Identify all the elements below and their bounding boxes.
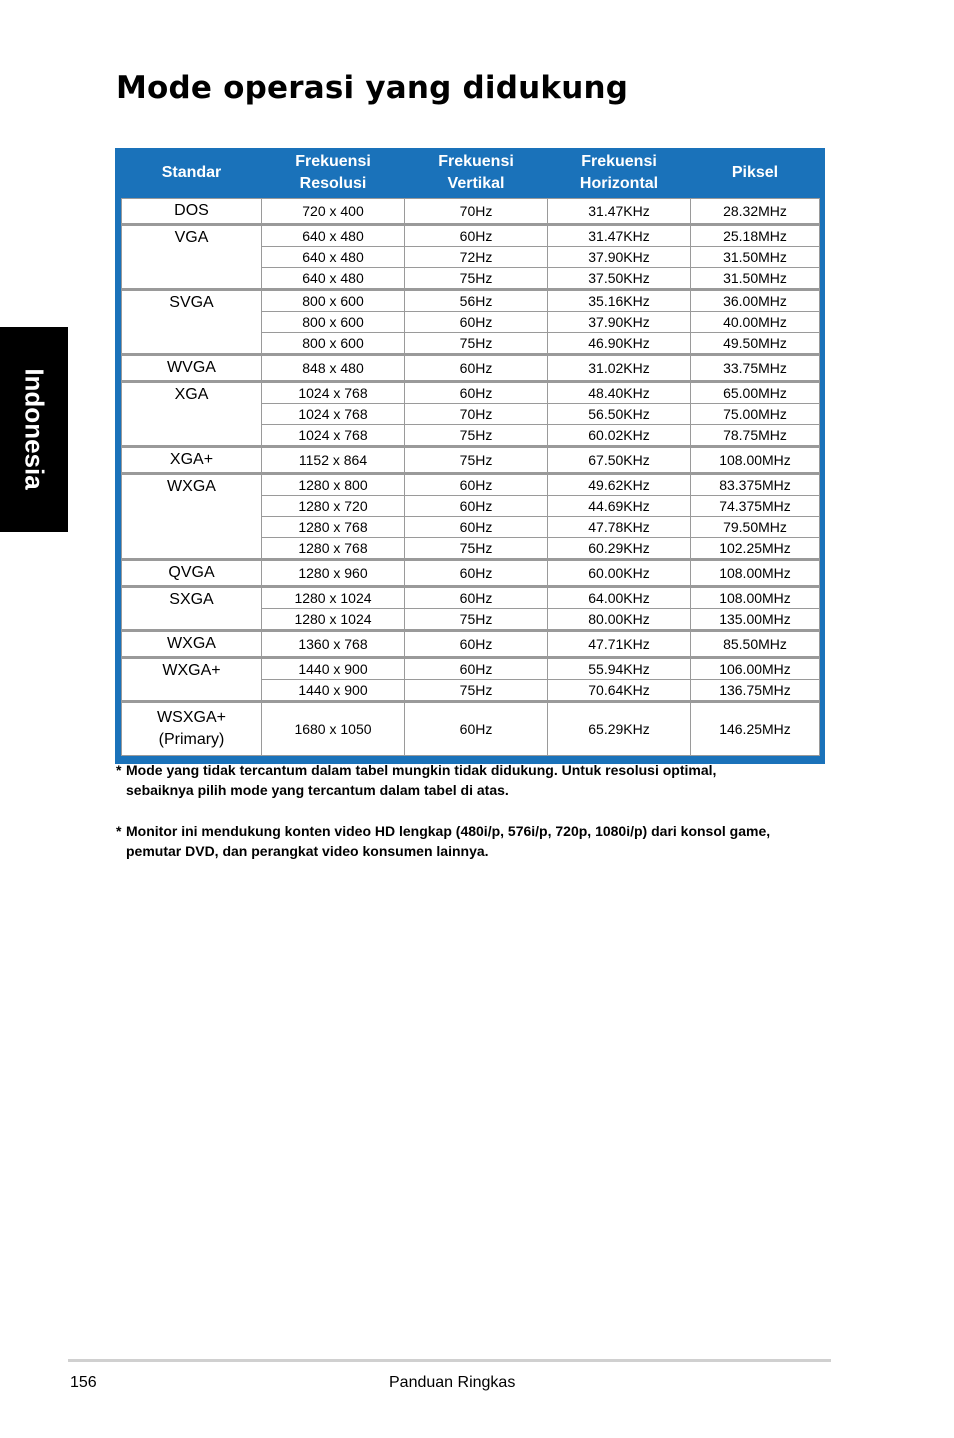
cell-horizontal-frequency: 64.00KHz bbox=[548, 587, 691, 609]
cell-resolution: 1280 x 800 bbox=[262, 474, 405, 496]
cell-vertical-frequency: 75Hz bbox=[405, 268, 548, 290]
cell-resolution: 1280 x 768 bbox=[262, 517, 405, 538]
standard-line: WXGA+ bbox=[162, 662, 221, 679]
cell-horizontal-frequency: 60.29KHz bbox=[548, 538, 691, 560]
side-tab-label: Indonesia bbox=[19, 368, 50, 490]
cell-horizontal-frequency: 44.69KHz bbox=[548, 496, 691, 517]
cell-resolution: 1280 x 960 bbox=[262, 560, 405, 587]
cell-horizontal-frequency: 31.47KHz bbox=[548, 225, 691, 247]
cell-pixel-clock: 108.00MHz bbox=[691, 587, 820, 609]
cell-standard bbox=[122, 702, 262, 756]
cell-standard bbox=[122, 587, 262, 631]
header-line: Standar bbox=[161, 164, 222, 181]
standard-line: WXGA bbox=[167, 635, 216, 652]
cell-vertical-frequency: 60Hz bbox=[405, 496, 548, 517]
standard-line: WSXGA+ bbox=[157, 709, 226, 726]
standard-line: WVGA bbox=[167, 359, 216, 376]
cell-horizontal-frequency: 46.90KHz bbox=[548, 333, 691, 355]
cell-vertical-frequency: 60Hz bbox=[405, 474, 548, 496]
cell-resolution: 1280 x 720 bbox=[262, 496, 405, 517]
cell-horizontal-frequency: 60.02KHz bbox=[548, 425, 691, 447]
cell-vertical-frequency: 56Hz bbox=[405, 290, 548, 312]
standard-line: VGA bbox=[174, 229, 209, 246]
cell-horizontal-frequency: 48.40KHz bbox=[548, 382, 691, 404]
cell-pixel-clock: 28.32MHz bbox=[691, 199, 820, 225]
cell-pixel-clock: 65.00MHz bbox=[691, 382, 820, 404]
cell-resolution: 1440 x 900 bbox=[262, 680, 405, 702]
cell-standard bbox=[122, 290, 262, 355]
cell-standard bbox=[122, 560, 262, 587]
cell-resolution: 800 x 600 bbox=[262, 312, 405, 333]
cell-pixel-clock: 25.18MHz bbox=[691, 225, 820, 247]
footnote-line: sebaiknya pilih mode yang tercantum dalam tabel di atas. bbox=[126, 782, 509, 798]
header-frekuensi-resolusi bbox=[262, 148, 405, 199]
page-title: Mode operasi yang didukung bbox=[116, 70, 629, 106]
cell-standard bbox=[122, 225, 262, 290]
table-row bbox=[122, 587, 820, 609]
footnote-marker: * bbox=[116, 823, 122, 839]
cell-pixel-clock: 40.00MHz bbox=[691, 312, 820, 333]
header-piksel bbox=[691, 148, 820, 199]
table-row bbox=[122, 474, 820, 496]
cell-vertical-frequency: 70Hz bbox=[405, 404, 548, 425]
cell-resolution: 800 x 600 bbox=[262, 333, 405, 355]
cell-horizontal-frequency: 35.16KHz bbox=[548, 290, 691, 312]
cell-standard bbox=[122, 658, 262, 702]
cell-resolution: 640 x 480 bbox=[262, 247, 405, 268]
table-row bbox=[122, 382, 820, 404]
footnote-line: Mode yang tidak tercantum dalam tabel mungkin tidak didukung. Untuk resolusi optimal, bbox=[126, 762, 717, 778]
cell-pixel-clock: 75.00MHz bbox=[691, 404, 820, 425]
cell-horizontal-frequency: 31.02KHz bbox=[548, 355, 691, 382]
cell-pixel-clock: 106.00MHz bbox=[691, 658, 820, 680]
cell-vertical-frequency: 60Hz bbox=[405, 631, 548, 658]
cell-vertical-frequency: 60Hz bbox=[405, 702, 548, 756]
cell-vertical-frequency: 75Hz bbox=[405, 609, 548, 631]
header-line: Frekuensi bbox=[581, 153, 657, 170]
cell-resolution: 1680 x 1050 bbox=[262, 702, 405, 756]
cell-standard bbox=[122, 355, 262, 382]
cell-vertical-frequency: 60Hz bbox=[405, 312, 548, 333]
document-name: Panduan Ringkas bbox=[389, 1374, 516, 1391]
cell-standard bbox=[122, 199, 262, 225]
cell-horizontal-frequency: 31.47KHz bbox=[548, 199, 691, 225]
cell-vertical-frequency: 60Hz bbox=[405, 658, 548, 680]
page-number: 156 bbox=[70, 1374, 97, 1391]
cell-horizontal-frequency: 60.00KHz bbox=[548, 560, 691, 587]
cell-pixel-clock: 135.00MHz bbox=[691, 609, 820, 631]
standard-line: XGA+ bbox=[169, 451, 214, 468]
standard-line: DOS bbox=[174, 202, 209, 219]
table-body bbox=[122, 199, 820, 756]
cell-vertical-frequency: 70Hz bbox=[405, 199, 548, 225]
footnote bbox=[116, 821, 846, 861]
cell-resolution: 1280 x 768 bbox=[262, 538, 405, 560]
cell-resolution: 1152 x 864 bbox=[262, 447, 405, 474]
cell-horizontal-frequency: 67.50KHz bbox=[548, 447, 691, 474]
cell-horizontal-frequency: 49.62KHz bbox=[548, 474, 691, 496]
cell-vertical-frequency: 60Hz bbox=[405, 382, 548, 404]
cell-pixel-clock: 31.50MHz bbox=[691, 247, 820, 268]
cell-horizontal-frequency: 37.50KHz bbox=[548, 268, 691, 290]
standard-line: (Primary) bbox=[158, 731, 225, 748]
cell-resolution: 1360 x 768 bbox=[262, 631, 405, 658]
header-frekuensi-horizontal bbox=[548, 148, 691, 199]
cell-pixel-clock: 83.375MHz bbox=[691, 474, 820, 496]
cell-pixel-clock: 49.50MHz bbox=[691, 333, 820, 355]
standard-line: XGA bbox=[174, 386, 209, 403]
table-row bbox=[122, 355, 820, 382]
cell-resolution: 1440 x 900 bbox=[262, 658, 405, 680]
cell-resolution: 848 x 480 bbox=[262, 355, 405, 382]
cell-vertical-frequency: 60Hz bbox=[405, 355, 548, 382]
header-line: Piksel bbox=[731, 164, 779, 181]
table-row bbox=[122, 199, 820, 225]
side-language-tab bbox=[0, 327, 68, 532]
cell-horizontal-frequency: 70.64KHz bbox=[548, 680, 691, 702]
cell-standard bbox=[122, 474, 262, 560]
cell-pixel-clock: 108.00MHz bbox=[691, 447, 820, 474]
cell-horizontal-frequency: 55.94KHz bbox=[548, 658, 691, 680]
cell-vertical-frequency: 60Hz bbox=[405, 225, 548, 247]
footnote-line: pemutar DVD, dan perangkat video konsumen lainnya. bbox=[126, 843, 489, 859]
cell-resolution: 1024 x 768 bbox=[262, 425, 405, 447]
cell-resolution: 640 x 480 bbox=[262, 225, 405, 247]
cell-horizontal-frequency: 47.71KHz bbox=[548, 631, 691, 658]
cell-resolution: 800 x 600 bbox=[262, 290, 405, 312]
cell-pixel-clock: 33.75MHz bbox=[691, 355, 820, 382]
header-line: Frekuensi bbox=[438, 153, 514, 170]
cell-resolution: 1280 x 1024 bbox=[262, 609, 405, 631]
cell-pixel-clock: 102.25MHz bbox=[691, 538, 820, 560]
cell-horizontal-frequency: 56.50KHz bbox=[548, 404, 691, 425]
table-header-row bbox=[122, 148, 820, 199]
modes-table bbox=[121, 148, 820, 756]
cell-resolution: 1280 x 1024 bbox=[262, 587, 405, 609]
footnote bbox=[116, 760, 846, 800]
table-row bbox=[122, 631, 820, 658]
standard-line: WXGA bbox=[167, 478, 216, 495]
header-line: Horizontal bbox=[579, 175, 659, 192]
notes-section bbox=[116, 760, 846, 882]
table-row bbox=[122, 225, 820, 247]
cell-standard bbox=[122, 447, 262, 474]
table-row bbox=[122, 560, 820, 587]
cell-resolution: 1024 x 768 bbox=[262, 382, 405, 404]
cell-vertical-frequency: 75Hz bbox=[405, 538, 548, 560]
cell-horizontal-frequency: 47.78KHz bbox=[548, 517, 691, 538]
header-line: Resolusi bbox=[299, 175, 367, 192]
cell-resolution: 1024 x 768 bbox=[262, 404, 405, 425]
footnote-line: Monitor ini mendukung konten video HD lengkap (480i/p, 576i/p, 720p, 1080i/p) dari konsol game, bbox=[126, 823, 771, 839]
cell-vertical-frequency: 72Hz bbox=[405, 247, 548, 268]
modes-table-frame bbox=[115, 148, 825, 764]
cell-pixel-clock: 31.50MHz bbox=[691, 268, 820, 290]
cell-vertical-frequency: 75Hz bbox=[405, 680, 548, 702]
cell-vertical-frequency: 60Hz bbox=[405, 560, 548, 587]
cell-pixel-clock: 108.00MHz bbox=[691, 560, 820, 587]
cell-resolution: 640 x 480 bbox=[262, 268, 405, 290]
footnote-marker: * bbox=[116, 762, 122, 778]
cell-pixel-clock: 36.00MHz bbox=[691, 290, 820, 312]
footer-divider bbox=[68, 1359, 831, 1362]
cell-vertical-frequency: 75Hz bbox=[405, 333, 548, 355]
cell-pixel-clock: 136.75MHz bbox=[691, 680, 820, 702]
cell-standard bbox=[122, 631, 262, 658]
cell-resolution: 720 x 400 bbox=[262, 199, 405, 225]
cell-pixel-clock: 146.25MHz bbox=[691, 702, 820, 756]
table-row bbox=[122, 658, 820, 680]
cell-vertical-frequency: 75Hz bbox=[405, 447, 548, 474]
cell-vertical-frequency: 75Hz bbox=[405, 425, 548, 447]
cell-horizontal-frequency: 37.90KHz bbox=[548, 312, 691, 333]
cell-horizontal-frequency: 37.90KHz bbox=[548, 247, 691, 268]
standard-line: SXGA bbox=[169, 591, 214, 608]
cell-vertical-frequency: 60Hz bbox=[405, 587, 548, 609]
cell-standard bbox=[122, 382, 262, 447]
cell-pixel-clock: 74.375MHz bbox=[691, 496, 820, 517]
table-row bbox=[122, 702, 820, 756]
header-line: Vertikal bbox=[447, 175, 505, 192]
cell-pixel-clock: 85.50MHz bbox=[691, 631, 820, 658]
table-row bbox=[122, 447, 820, 474]
cell-pixel-clock: 79.50MHz bbox=[691, 517, 820, 538]
header-frekuensi-vertikal bbox=[405, 148, 548, 199]
cell-horizontal-frequency: 80.00KHz bbox=[548, 609, 691, 631]
standard-line: SVGA bbox=[169, 294, 214, 311]
header-standar bbox=[122, 148, 262, 199]
cell-pixel-clock: 78.75MHz bbox=[691, 425, 820, 447]
header-line: Frekuensi bbox=[295, 153, 371, 170]
table-row bbox=[122, 290, 820, 312]
cell-vertical-frequency: 60Hz bbox=[405, 517, 548, 538]
standard-line: QVGA bbox=[168, 564, 215, 581]
cell-horizontal-frequency: 65.29KHz bbox=[548, 702, 691, 756]
